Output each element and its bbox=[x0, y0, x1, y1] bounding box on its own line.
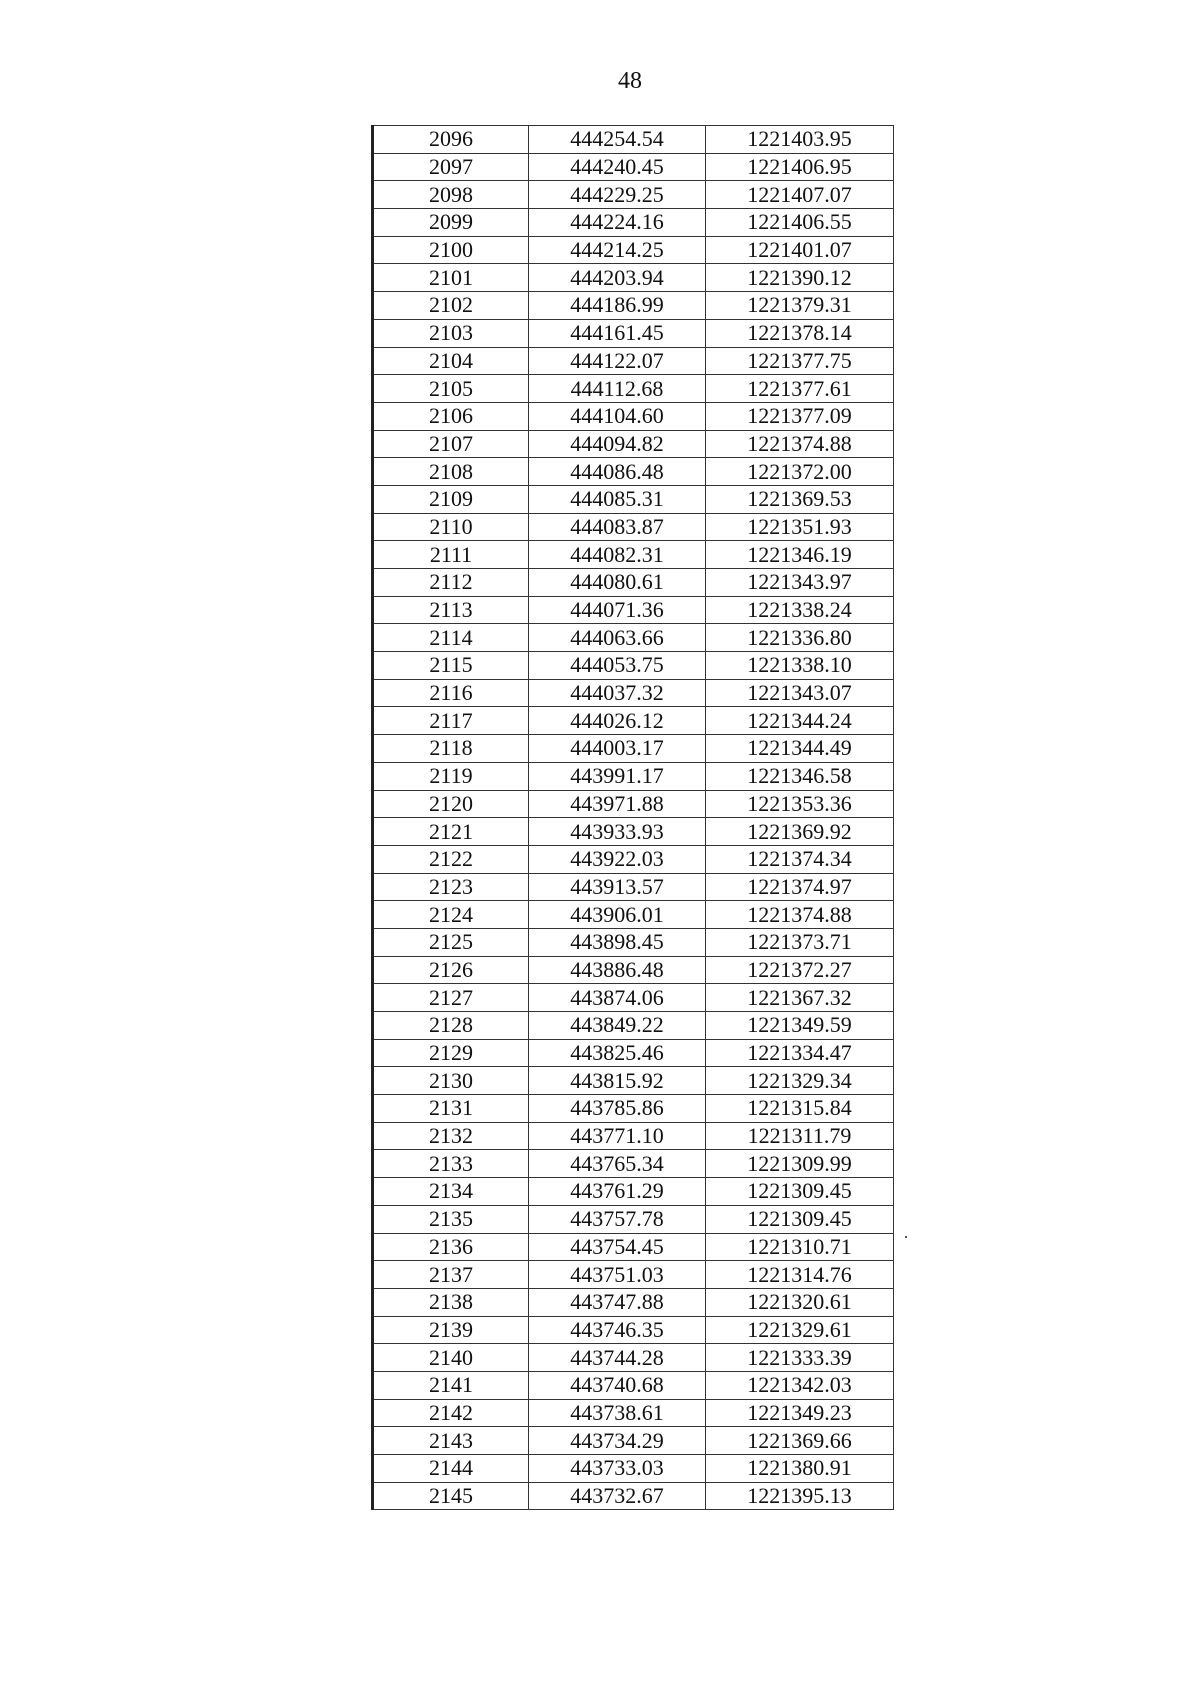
table-row bbox=[373, 1122, 894, 1150]
x-coordinate-cell: 444254.54 bbox=[529, 126, 706, 154]
x-coordinate-cell: 444063.66 bbox=[529, 624, 706, 652]
coordinates-table-body bbox=[373, 126, 894, 1510]
x-coordinate-cell: 443913.57 bbox=[529, 873, 706, 901]
y-coordinate-cell: 1221380.91 bbox=[706, 1455, 894, 1483]
y-coordinate-cell: 1221390.12 bbox=[706, 264, 894, 292]
coordinates-table bbox=[371, 125, 894, 1510]
point-number-cell: 2140 bbox=[373, 1344, 529, 1372]
table-row bbox=[373, 375, 894, 403]
y-coordinate-cell: 1221349.23 bbox=[706, 1399, 894, 1427]
x-coordinate-cell: 443733.03 bbox=[529, 1455, 706, 1483]
point-number-cell: 2096 bbox=[373, 126, 529, 154]
x-coordinate-cell: 443738.61 bbox=[529, 1399, 706, 1427]
table-row bbox=[373, 845, 894, 873]
point-number-cell: 2100 bbox=[373, 236, 529, 264]
point-number-cell: 2120 bbox=[373, 790, 529, 818]
x-coordinate-cell: 443765.34 bbox=[529, 1150, 706, 1178]
table-row bbox=[373, 1205, 894, 1233]
y-coordinate-cell: 1221403.95 bbox=[706, 126, 894, 154]
y-coordinate-cell: 1221377.61 bbox=[706, 375, 894, 403]
point-number-cell: 2133 bbox=[373, 1150, 529, 1178]
x-coordinate-cell: 443734.29 bbox=[529, 1427, 706, 1455]
point-number-cell: 2122 bbox=[373, 845, 529, 873]
table-row bbox=[373, 1482, 894, 1510]
point-number-cell: 2135 bbox=[373, 1205, 529, 1233]
x-coordinate-cell: 444026.12 bbox=[529, 707, 706, 735]
y-coordinate-cell: 1221374.34 bbox=[706, 845, 894, 873]
x-coordinate-cell: 443785.86 bbox=[529, 1095, 706, 1123]
y-coordinate-cell: 1221309.45 bbox=[706, 1178, 894, 1206]
point-number-cell: 2138 bbox=[373, 1288, 529, 1316]
table-row bbox=[373, 153, 894, 181]
y-coordinate-cell: 1221395.13 bbox=[706, 1482, 894, 1510]
x-coordinate-cell: 443898.45 bbox=[529, 928, 706, 956]
table-row bbox=[373, 735, 894, 763]
point-number-cell: 2115 bbox=[373, 652, 529, 680]
table-row bbox=[373, 818, 894, 846]
point-number-cell: 2123 bbox=[373, 873, 529, 901]
y-coordinate-cell: 1221343.07 bbox=[706, 679, 894, 707]
x-coordinate-cell: 443933.93 bbox=[529, 818, 706, 846]
y-coordinate-cell: 1221309.45 bbox=[706, 1205, 894, 1233]
x-coordinate-cell: 444186.99 bbox=[529, 292, 706, 320]
point-number-cell: 2104 bbox=[373, 347, 529, 375]
point-number-cell: 2118 bbox=[373, 735, 529, 763]
point-number-cell: 2113 bbox=[373, 596, 529, 624]
point-number-cell: 2106 bbox=[373, 402, 529, 430]
y-coordinate-cell: 1221406.95 bbox=[706, 153, 894, 181]
x-coordinate-cell: 444161.45 bbox=[529, 319, 706, 347]
x-coordinate-cell: 443747.88 bbox=[529, 1288, 706, 1316]
x-coordinate-cell: 443971.88 bbox=[529, 790, 706, 818]
page-number: 48 bbox=[618, 68, 642, 94]
point-number-cell: 2126 bbox=[373, 956, 529, 984]
y-coordinate-cell: 1221353.36 bbox=[706, 790, 894, 818]
table-row bbox=[373, 264, 894, 292]
x-coordinate-cell: 444214.25 bbox=[529, 236, 706, 264]
y-coordinate-cell: 1221406.55 bbox=[706, 209, 894, 237]
table-row bbox=[373, 1399, 894, 1427]
x-coordinate-cell: 443740.68 bbox=[529, 1371, 706, 1399]
y-coordinate-cell: 1221351.93 bbox=[706, 513, 894, 541]
table-row bbox=[373, 1039, 894, 1067]
x-coordinate-cell: 443746.35 bbox=[529, 1316, 706, 1344]
point-number-cell: 2125 bbox=[373, 928, 529, 956]
x-coordinate-cell: 444112.68 bbox=[529, 375, 706, 403]
point-number-cell: 2105 bbox=[373, 375, 529, 403]
table-row bbox=[373, 209, 894, 237]
y-coordinate-cell: 1221401.07 bbox=[706, 236, 894, 264]
y-coordinate-cell: 1221374.88 bbox=[706, 430, 894, 458]
x-coordinate-cell: 444229.25 bbox=[529, 181, 706, 209]
point-number-cell: 2137 bbox=[373, 1261, 529, 1289]
table-row bbox=[373, 873, 894, 901]
x-coordinate-cell: 443744.28 bbox=[529, 1344, 706, 1372]
y-coordinate-cell: 1221374.97 bbox=[706, 873, 894, 901]
table-row bbox=[373, 928, 894, 956]
point-number-cell: 2110 bbox=[373, 513, 529, 541]
table-row bbox=[373, 347, 894, 375]
point-number-cell: 2109 bbox=[373, 485, 529, 513]
table-row bbox=[373, 762, 894, 790]
scan-speck bbox=[905, 1236, 907, 1238]
x-coordinate-cell: 443815.92 bbox=[529, 1067, 706, 1095]
y-coordinate-cell: 1221407.07 bbox=[706, 181, 894, 209]
table-row bbox=[373, 1261, 894, 1289]
y-coordinate-cell: 1221309.99 bbox=[706, 1150, 894, 1178]
x-coordinate-cell: 444071.36 bbox=[529, 596, 706, 624]
table-row bbox=[373, 430, 894, 458]
point-number-cell: 2128 bbox=[373, 1012, 529, 1040]
y-coordinate-cell: 1221329.61 bbox=[706, 1316, 894, 1344]
x-coordinate-cell: 444224.16 bbox=[529, 209, 706, 237]
table-row bbox=[373, 319, 894, 347]
table-row bbox=[373, 1178, 894, 1206]
x-coordinate-cell: 444240.45 bbox=[529, 153, 706, 181]
x-coordinate-cell: 443825.46 bbox=[529, 1039, 706, 1067]
point-number-cell: 2108 bbox=[373, 458, 529, 486]
table-row bbox=[373, 1012, 894, 1040]
x-coordinate-cell: 443754.45 bbox=[529, 1233, 706, 1261]
x-coordinate-cell: 443757.78 bbox=[529, 1205, 706, 1233]
x-coordinate-cell: 444003.17 bbox=[529, 735, 706, 763]
point-number-cell: 2107 bbox=[373, 430, 529, 458]
table-row bbox=[373, 458, 894, 486]
table-row bbox=[373, 236, 894, 264]
table-row bbox=[373, 1095, 894, 1123]
point-number-cell: 2112 bbox=[373, 569, 529, 597]
x-coordinate-cell: 443771.10 bbox=[529, 1122, 706, 1150]
x-coordinate-cell: 444086.48 bbox=[529, 458, 706, 486]
point-number-cell: 2101 bbox=[373, 264, 529, 292]
x-coordinate-cell: 444053.75 bbox=[529, 652, 706, 680]
y-coordinate-cell: 1221372.00 bbox=[706, 458, 894, 486]
y-coordinate-cell: 1221346.58 bbox=[706, 762, 894, 790]
table-row bbox=[373, 513, 894, 541]
y-coordinate-cell: 1221369.92 bbox=[706, 818, 894, 846]
table-row bbox=[373, 1455, 894, 1483]
y-coordinate-cell: 1221369.66 bbox=[706, 1427, 894, 1455]
x-coordinate-cell: 443751.03 bbox=[529, 1261, 706, 1289]
table-row bbox=[373, 679, 894, 707]
table-row bbox=[373, 181, 894, 209]
point-number-cell: 2139 bbox=[373, 1316, 529, 1344]
y-coordinate-cell: 1221311.79 bbox=[706, 1122, 894, 1150]
x-coordinate-cell: 444082.31 bbox=[529, 541, 706, 569]
point-number-cell: 2132 bbox=[373, 1122, 529, 1150]
point-number-cell: 2099 bbox=[373, 209, 529, 237]
x-coordinate-cell: 444083.87 bbox=[529, 513, 706, 541]
y-coordinate-cell: 1221379.31 bbox=[706, 292, 894, 320]
table-row bbox=[373, 1371, 894, 1399]
table-row bbox=[373, 1316, 894, 1344]
table-row bbox=[373, 596, 894, 624]
y-coordinate-cell: 1221367.32 bbox=[706, 984, 894, 1012]
table-row bbox=[373, 1067, 894, 1095]
y-coordinate-cell: 1221344.24 bbox=[706, 707, 894, 735]
table-row bbox=[373, 541, 894, 569]
point-number-cell: 2131 bbox=[373, 1095, 529, 1123]
table-row bbox=[373, 901, 894, 929]
point-number-cell: 2098 bbox=[373, 181, 529, 209]
point-number-cell: 2121 bbox=[373, 818, 529, 846]
point-number-cell: 2102 bbox=[373, 292, 529, 320]
point-number-cell: 2097 bbox=[373, 153, 529, 181]
y-coordinate-cell: 1221320.61 bbox=[706, 1288, 894, 1316]
x-coordinate-cell: 444094.82 bbox=[529, 430, 706, 458]
x-coordinate-cell: 443761.29 bbox=[529, 1178, 706, 1206]
table-row bbox=[373, 569, 894, 597]
x-coordinate-cell: 443849.22 bbox=[529, 1012, 706, 1040]
x-coordinate-cell: 443874.06 bbox=[529, 984, 706, 1012]
y-coordinate-cell: 1221344.49 bbox=[706, 735, 894, 763]
y-coordinate-cell: 1221342.03 bbox=[706, 1371, 894, 1399]
point-number-cell: 2127 bbox=[373, 984, 529, 1012]
x-coordinate-cell: 444203.94 bbox=[529, 264, 706, 292]
table-row bbox=[373, 624, 894, 652]
y-coordinate-cell: 1221349.59 bbox=[706, 1012, 894, 1040]
table-row bbox=[373, 984, 894, 1012]
table-row bbox=[373, 707, 894, 735]
table-row bbox=[373, 1427, 894, 1455]
y-coordinate-cell: 1221372.27 bbox=[706, 956, 894, 984]
y-coordinate-cell: 1221374.88 bbox=[706, 901, 894, 929]
table-row bbox=[373, 1150, 894, 1178]
table-row bbox=[373, 956, 894, 984]
y-coordinate-cell: 1221346.19 bbox=[706, 541, 894, 569]
table-row bbox=[373, 1344, 894, 1372]
x-coordinate-cell: 444122.07 bbox=[529, 347, 706, 375]
table-row bbox=[373, 292, 894, 320]
y-coordinate-cell: 1221336.80 bbox=[706, 624, 894, 652]
point-number-cell: 2145 bbox=[373, 1482, 529, 1510]
y-coordinate-cell: 1221338.10 bbox=[706, 652, 894, 680]
point-number-cell: 2130 bbox=[373, 1067, 529, 1095]
x-coordinate-cell: 443886.48 bbox=[529, 956, 706, 984]
table-row bbox=[373, 1288, 894, 1316]
point-number-cell: 2103 bbox=[373, 319, 529, 347]
y-coordinate-cell: 1221310.71 bbox=[706, 1233, 894, 1261]
y-coordinate-cell: 1221333.39 bbox=[706, 1344, 894, 1372]
point-number-cell: 2143 bbox=[373, 1427, 529, 1455]
point-number-cell: 2124 bbox=[373, 901, 529, 929]
x-coordinate-cell: 443732.67 bbox=[529, 1482, 706, 1510]
point-number-cell: 2119 bbox=[373, 762, 529, 790]
y-coordinate-cell: 1221377.09 bbox=[706, 402, 894, 430]
x-coordinate-cell: 443991.17 bbox=[529, 762, 706, 790]
point-number-cell: 2136 bbox=[373, 1233, 529, 1261]
table-row bbox=[373, 652, 894, 680]
table-row bbox=[373, 402, 894, 430]
point-number-cell: 2116 bbox=[373, 679, 529, 707]
point-number-cell: 2114 bbox=[373, 624, 529, 652]
x-coordinate-cell: 444104.60 bbox=[529, 402, 706, 430]
y-coordinate-cell: 1221334.47 bbox=[706, 1039, 894, 1067]
point-number-cell: 2117 bbox=[373, 707, 529, 735]
point-number-cell: 2141 bbox=[373, 1371, 529, 1399]
y-coordinate-cell: 1221343.97 bbox=[706, 569, 894, 597]
y-coordinate-cell: 1221338.24 bbox=[706, 596, 894, 624]
point-number-cell: 2144 bbox=[373, 1455, 529, 1483]
table-row bbox=[373, 1233, 894, 1261]
y-coordinate-cell: 1221315.84 bbox=[706, 1095, 894, 1123]
y-coordinate-cell: 1221314.76 bbox=[706, 1261, 894, 1289]
point-number-cell: 2111 bbox=[373, 541, 529, 569]
point-number-cell: 2142 bbox=[373, 1399, 529, 1427]
x-coordinate-cell: 444085.31 bbox=[529, 485, 706, 513]
x-coordinate-cell: 444037.32 bbox=[529, 679, 706, 707]
table-row bbox=[373, 790, 894, 818]
x-coordinate-cell: 443922.03 bbox=[529, 845, 706, 873]
x-coordinate-cell: 444080.61 bbox=[529, 569, 706, 597]
point-number-cell: 2134 bbox=[373, 1178, 529, 1206]
y-coordinate-cell: 1221378.14 bbox=[706, 319, 894, 347]
y-coordinate-cell: 1221373.71 bbox=[706, 928, 894, 956]
y-coordinate-cell: 1221369.53 bbox=[706, 485, 894, 513]
table-row bbox=[373, 126, 894, 154]
y-coordinate-cell: 1221329.34 bbox=[706, 1067, 894, 1095]
table-row bbox=[373, 485, 894, 513]
point-number-cell: 2129 bbox=[373, 1039, 529, 1067]
x-coordinate-cell: 443906.01 bbox=[529, 901, 706, 929]
y-coordinate-cell: 1221377.75 bbox=[706, 347, 894, 375]
